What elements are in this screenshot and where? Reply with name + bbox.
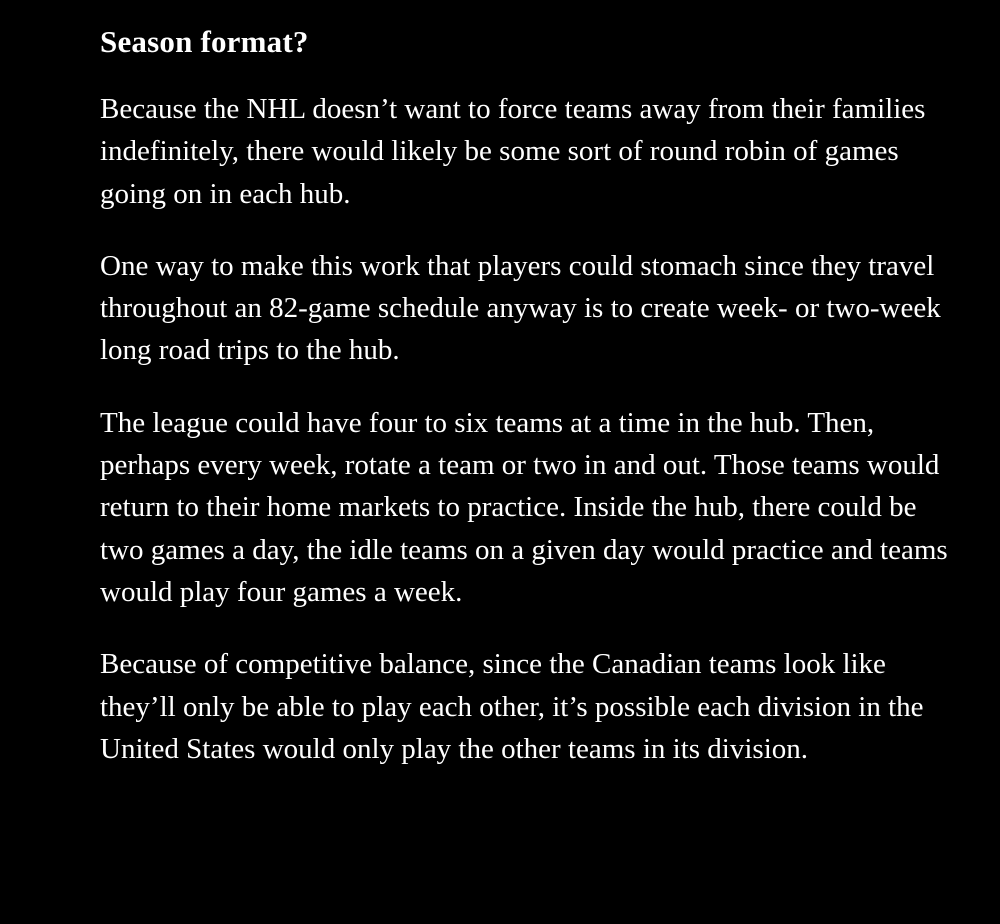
article-body: [100, 18, 950, 770]
section-heading: Season format?: [100, 24, 309, 59]
paragraph-round-robin: Because the NHL doesn’t want to force teams away from their families indefinitely, there would likely be some sort of round robin of games going on in each hub.: [100, 93, 926, 210]
paragraph-road-trips: One way to make this work that players could stomach since they travel throughout an 82-game schedule anyway is to create week- or two-week long road trips to the hub.: [100, 249, 941, 367]
paragraph-hub-rotation: The league could have four to six teams at a time in the hub. Then, perhaps every week, rotate a team or two in and out. Those teams would return to their home markets to practice. Inside the hub, there could be two games a day, the idle teams on a given day would practice and teams would play four games a week.: [100, 406, 948, 608]
paragraph-competitive-balance: Because of competitive balance, since the Canadian teams look like they’ll only be able to play each other, it’s possible each division in the United States would only play the other teams in its division.: [100, 648, 924, 765]
